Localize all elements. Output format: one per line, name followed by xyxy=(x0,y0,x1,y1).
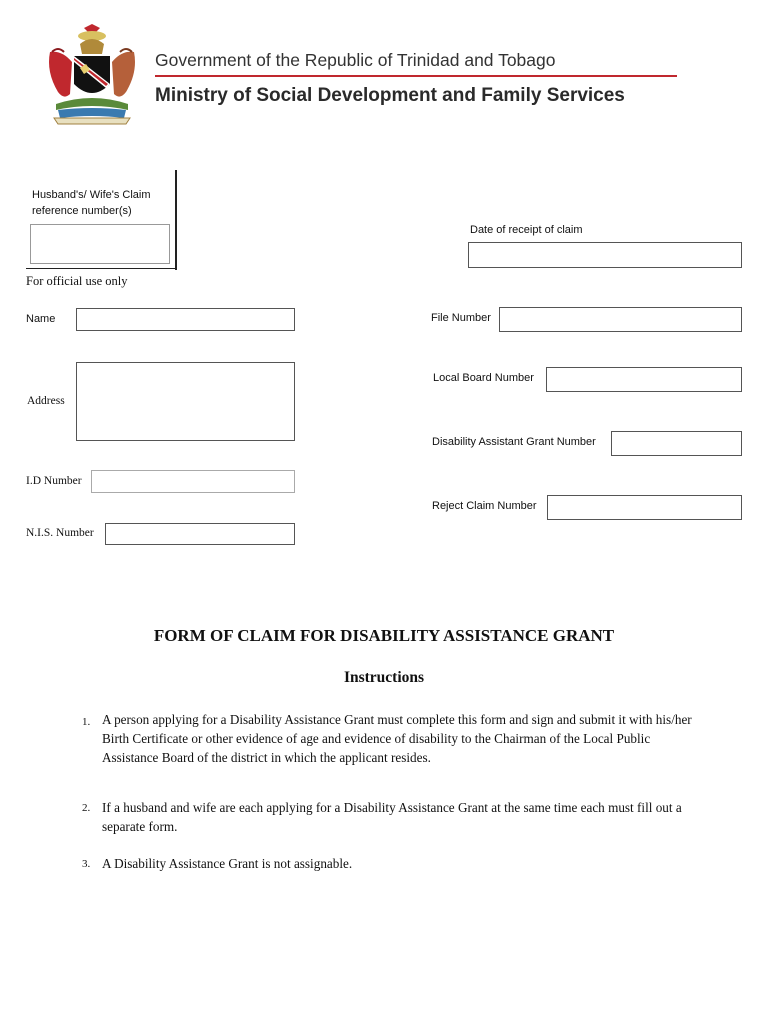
name-field[interactable] xyxy=(76,308,295,331)
id-number-label: I.D Number xyxy=(26,475,82,487)
file-number-field[interactable] xyxy=(499,307,742,332)
local-board-number-label: Local Board Number xyxy=(433,372,534,384)
form-title: FORM OF CLAIM FOR DISABILITY ASSISTANCE GRANT xyxy=(153,626,615,645)
disability-grant-number-field[interactable] xyxy=(611,431,742,456)
address-label: Address xyxy=(27,395,65,407)
official-use-bracket xyxy=(175,170,177,270)
local-board-number-field[interactable] xyxy=(546,367,742,392)
instruction-number: 3. xyxy=(82,858,91,870)
government-heading: Government of the Republic of Trinidad and Tobago xyxy=(155,50,556,70)
official-use-bracket-bottom xyxy=(26,268,177,269)
date-receipt-label: Date of receipt of claim xyxy=(470,224,583,236)
spouse-claim-label-line2: reference number(s) xyxy=(32,205,132,217)
nis-number-label: N.I.S. Number xyxy=(26,527,94,539)
id-number-field[interactable] xyxy=(91,470,295,493)
nis-number-field[interactable] xyxy=(105,523,295,545)
address-field[interactable] xyxy=(76,362,295,441)
instruction-number: 1. xyxy=(82,716,91,728)
header-divider xyxy=(155,75,677,77)
instruction-text: A Disability Assistance Grant is not assignable. xyxy=(102,856,353,871)
reject-claim-number-field[interactable] xyxy=(547,495,742,520)
spouse-claim-label-line1: Husband's/ Wife's Claim xyxy=(32,189,151,201)
instruction-text: A person applying for a Disability Assistance Grant must complete this form and sign and submit it with his/her Birth Certificate or other evidence of age and evidence of disability to the Chairman of the Local Public Assistance Board of the district in which the applicant resides. xyxy=(102,712,692,765)
ministry-heading: Ministry of Social Development and Family Services xyxy=(155,85,625,106)
spouse-claim-reference-field[interactable] xyxy=(30,224,170,264)
instruction-number: 2. xyxy=(82,802,91,814)
file-number-label: File Number xyxy=(431,312,491,324)
instructions-heading: Instructions xyxy=(343,669,425,686)
official-use-label: For official use only xyxy=(26,274,128,288)
date-receipt-field[interactable] xyxy=(468,242,742,268)
name-label: Name xyxy=(26,313,56,325)
reject-claim-number-label: Reject Claim Number xyxy=(432,500,537,512)
disability-grant-number-label: Disability Assistant Grant Number xyxy=(432,436,596,448)
coat-of-arms-icon xyxy=(40,22,144,126)
instruction-text: If a husband and wife are each applying for a Disability Assistance Grant at the same time each must fill out a separate form. xyxy=(102,800,682,834)
